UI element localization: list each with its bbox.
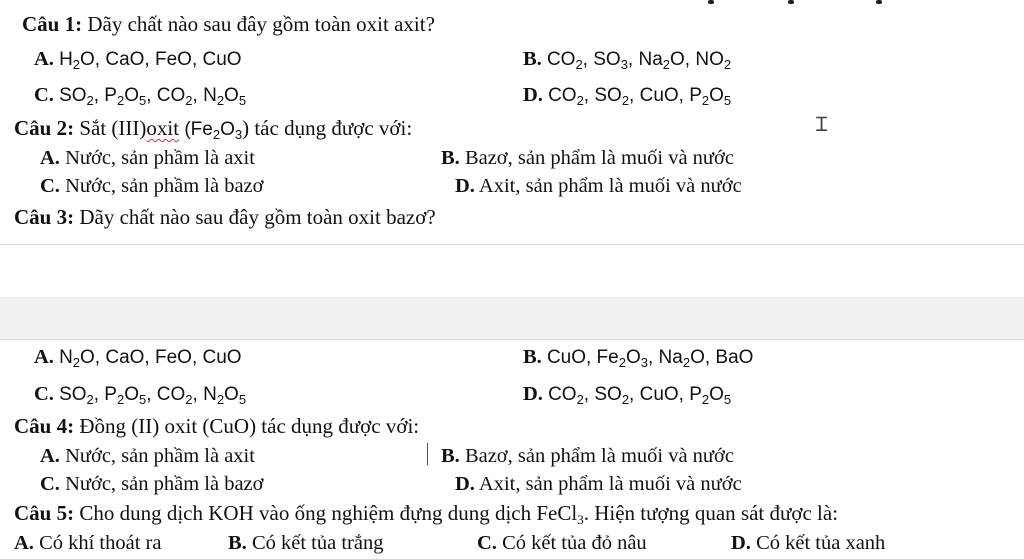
q1-option-d[interactable]: D. $CO_2$, $SO_2$, CuO, $P_2O_5$ bbox=[523, 84, 732, 108]
q5-label: Câu 5: bbox=[14, 501, 75, 525]
q5-option-c[interactable]: C. Có kết tủa đỏ nâu bbox=[477, 532, 647, 554]
formula: $N_2O$, CaO, FeO, CuO bbox=[59, 347, 242, 370]
q3-stem: Câu 3: Dãy chất nào sau đây gồm toàn oxit bazơ? bbox=[14, 205, 436, 229]
formula: $CO_2$, $SO_3$, $Na_2O$, $NO_2$ bbox=[546, 49, 732, 72]
q4-option-a[interactable]: A. Nước, sản phầm là axit bbox=[40, 445, 255, 467]
q4-option-c[interactable]: C. Nước, sản phầm là bazơ bbox=[40, 473, 264, 495]
column-divider bbox=[427, 443, 428, 465]
q2-option-a[interactable]: A. Nước, sản phầm là axit bbox=[40, 147, 255, 169]
q1-stem bbox=[22, 14, 435, 35]
q4-option-d[interactable]: D. Axit, sản phẩm là muối và nước bbox=[455, 473, 742, 495]
formula: CuO, $Fe_2O_3$, $Na_2O$, BaO bbox=[546, 347, 754, 370]
q1-label: Câu 1: bbox=[22, 12, 83, 36]
q2-option-c[interactable]: C. Nước, sản phầm là bazơ bbox=[40, 175, 264, 197]
q4-stem: Câu 4: Đồng (II) oxit (CuO) tác dụng được với: bbox=[14, 414, 420, 438]
q1-option-c[interactable]: C. $SO_2$, $P_2O_5$, $CO_2$, $N_2O_5$ bbox=[34, 84, 247, 108]
page-break bbox=[0, 244, 1024, 340]
q3-option-d[interactable]: D. $CO_2$, $SO_2$, CuO, $P_2O_5$ bbox=[523, 383, 732, 407]
formula: $CO_2$, $SO_2$, CuO, $P_2O_5$ bbox=[548, 85, 732, 108]
q5-option-a[interactable]: A. Có khí thoát ra bbox=[14, 532, 162, 554]
q2-option-d[interactable]: D. Axit, sản phẩm là muối và nước bbox=[455, 175, 742, 197]
q3-option-a[interactable]: A. $N_2O$, CaO, FeO, CuO bbox=[34, 346, 242, 370]
q3-option-b[interactable]: B. CuO, $Fe_2O_3$, $Na_2O$, BaO bbox=[523, 346, 754, 370]
q1-option-b[interactable]: B. $CO_2$, $SO_3$, $Na_2O$, $NO_2$ bbox=[523, 48, 732, 72]
q4-option-b[interactable]: B. Bazơ, sản phẩm là muối và nước bbox=[441, 445, 734, 467]
cropped-top-line bbox=[0, 0, 1024, 10]
q1-option-a[interactable]: A. $H_2O$, CaO, FeO, CuO bbox=[34, 48, 242, 72]
q3-label: Câu 3: bbox=[14, 205, 75, 229]
formula: $H_2O$, CaO, FeO, CuO bbox=[59, 49, 242, 72]
spellcheck-underline: oxit bbox=[146, 116, 180, 140]
q2-stem: Câu 2: Sắt (III)oxit $(Fe_2O_3)$ tác dụng được với: bbox=[14, 116, 413, 142]
q5-option-b[interactable]: B. Có kết tủa trắng bbox=[228, 532, 384, 554]
cropped-mark bbox=[876, 0, 882, 4]
text-cursor-icon: Ɪ bbox=[816, 112, 828, 136]
q5-option-d[interactable]: D. Có kết tủa xanh bbox=[731, 532, 886, 554]
formula: $SO_2$, $P_2O_5$, $CO_2$, $N_2O_5$ bbox=[59, 384, 247, 407]
q3-option-c[interactable]: C. $SO_2$, $P_2O_5$, $CO_2$, $N_2O_5$ bbox=[34, 383, 247, 407]
q5-stem: Câu 5: Cho dung dịch KOH vào ống nghiệm đựng dung dịch FeCl$_3$. Hiện tượng quan sát được là: bbox=[14, 501, 839, 527]
q2-label: Câu 2: bbox=[14, 116, 75, 140]
cropped-mark bbox=[788, 0, 794, 4]
q1-text: Dãy chất nào sau đây gồm toàn oxit axit? bbox=[82, 12, 435, 36]
formula: $SO_2$, $P_2O_5$, $CO_2$, $N_2O_5$ bbox=[59, 85, 247, 108]
formula: $CO_2$, $SO_2$, CuO, $P_2O_5$ bbox=[548, 384, 732, 407]
q4-label: Câu 4: bbox=[14, 414, 75, 438]
cropped-mark bbox=[708, 0, 714, 4]
q2-option-b[interactable]: B. Bazơ, sản phẩm là muối và nước bbox=[441, 147, 734, 169]
